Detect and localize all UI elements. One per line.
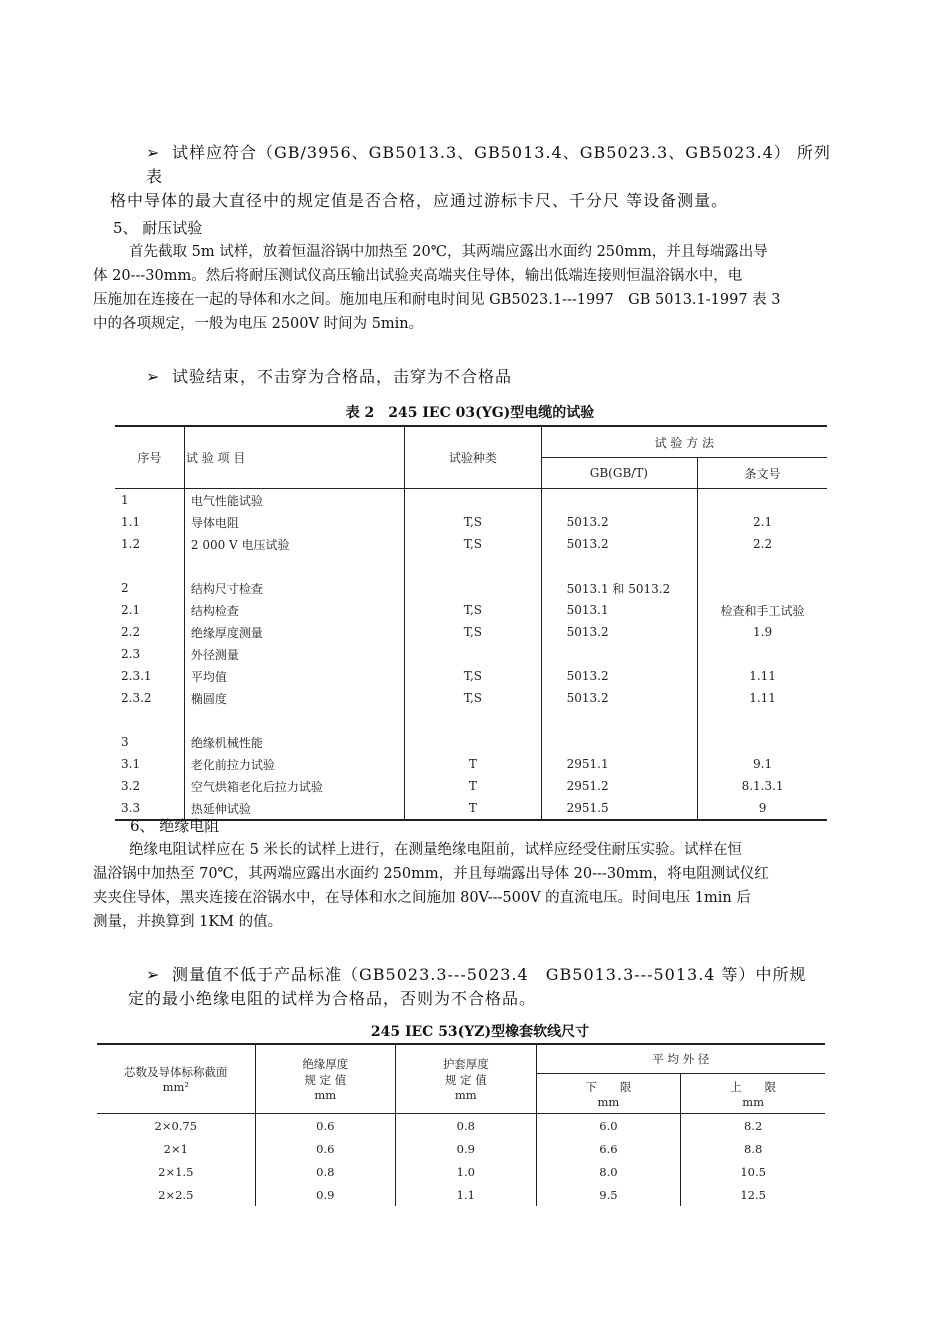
cell-type: T,S [405,687,542,709]
cell-clause: 检查和手工试验 [698,599,827,621]
cell-type [405,577,542,599]
table-row [115,775,827,797]
cell-gb [541,489,698,512]
arrow-bullet-icon: ➢ [146,367,161,386]
header-sheath-unit: mm [454,1088,477,1102]
cell-item: 绝缘厚度测量 [184,621,404,643]
cell-clause [698,555,827,577]
cell-ins: 0.6 [255,1114,396,1138]
section-6-heading: 6、 绝缘电阻 [130,817,220,835]
bullet-line-1: ➢ 试样应符合（GB/3956、GB5013.3、GB5013.4、GB5023.3、GB5023.4） 所列表 [146,143,831,186]
cell-type [405,489,542,512]
cell-no: 2 [121,581,129,595]
header-no: 序号 [115,426,184,489]
cell-clause [698,731,827,753]
para-line: 首先截取 5m 试样，放着恒温浴锅中加热至 20℃，其两端应露出水面约 250mm，并且每端露出导 [129,244,768,260]
cell-no: 1.1 [121,515,141,529]
cell-item: 老化前拉力试验 [184,753,404,775]
header-gb: GB(GB/T) [541,458,698,489]
table-2-caption: 245 IEC 53(YZ)型橡套软线尺寸 [370,1024,590,1040]
header-lower-label: 下 限 [585,1079,632,1094]
bullet-line-1: ➢ 测量值不低于产品标准（GB5023.3---5023.4 GB5013.3---5013.4 等）中所规 [110,963,840,987]
header-ins-label: 绝缘厚度 [302,1057,349,1071]
cell-type [405,643,542,665]
table-row [115,489,827,512]
table-row [115,709,827,731]
cell-clause [698,643,827,665]
cell-ins: 0.6 [255,1137,396,1160]
cell-item: 结构检查 [184,599,404,621]
cell-type: T,S [405,621,542,643]
header-clause: 条文号 [698,458,827,489]
header-core-label: 芯数及导体标称截面 [124,1065,228,1079]
arrow-bullet-icon: ➢ [146,143,161,162]
cell-gb [541,555,698,577]
cell-gb [541,731,698,753]
cell-no: 3.3 [121,801,141,815]
cell-item: 平均值 [184,665,404,687]
cell-gb [541,643,698,665]
table-row [97,1160,825,1183]
header-lower [536,1074,681,1114]
cell-gb: 5013.1 和 5013.2 [541,577,698,599]
cell-upper: 12.5 [681,1183,825,1206]
table-row [115,665,827,687]
header-method: 试 验 方 法 [541,426,827,458]
cell-item: 外径测量 [184,643,404,665]
header-core [97,1044,255,1114]
section-5-paragraph [93,240,838,336]
table-row [115,753,827,775]
cell-no: 1 [121,493,129,507]
header-upper-label: 上 限 [730,1079,777,1094]
cell-lower: 6.6 [536,1137,681,1160]
header-item: 试 验 项 目 [184,426,404,489]
cell-item: 椭圆度 [184,687,404,709]
bullet-breakdown-result: ➢ 试验结束，不击穿为合格品，击穿为不合格品 [146,365,876,389]
cell-no: 2.3 [121,647,141,661]
cable-test-table [115,425,827,821]
cell-item: 电气性能试验 [184,489,404,512]
table-row [115,687,827,709]
section-6-paragraph [93,838,838,934]
cell-core: 2×1 [163,1141,188,1156]
cell-type: T,S [405,533,542,555]
cell-no: 3 [121,735,129,749]
section-5-heading: 5、 耐压试验 [113,219,203,237]
cell-core: 2×0.75 [154,1118,198,1133]
cell-item: 结构尺寸检查 [184,577,404,599]
cell-core: 2×2.5 [158,1187,194,1202]
cell-no: 2.1 [121,603,141,617]
para-line: 测量，并换算到 1KM 的值。 [93,914,283,930]
header-upper-unit: mm [742,1094,765,1109]
para-line: 夹夹住导体，黑夹连接在浴锅水中，在导体和水之间施加 80V---500V 的直流电压。时间电压 1min 后 [93,890,751,906]
cell-no: 3.1 [121,757,141,771]
bullet-insulation-resistance [110,963,840,1011]
cell-gb: 5013.2 [541,533,698,555]
table-row [115,731,827,753]
bullet-line-2: 格中导体的最大直径中的规定值是否合格，应通过游标卡尺、千分尺 等设备测量。 [110,191,729,210]
cell-clause: 1.11 [698,665,827,687]
cell-no [115,555,184,577]
cell-type [405,555,542,577]
cord-dimension-table [97,1043,825,1206]
cell-ins: 0.9 [255,1183,396,1206]
header-lower-unit: mm [597,1094,620,1109]
cell-sheath: 1.1 [396,1183,537,1206]
cell-upper: 10.5 [681,1160,825,1183]
table-row [115,555,827,577]
arrow-bullet-icon: ➢ [146,965,161,984]
cell-type: T [405,775,542,797]
cell-item: 2 000 V 电压试验 [184,533,404,555]
table-row [115,797,827,820]
table-row [97,1137,825,1160]
cell-gb: 2951.1 [541,753,698,775]
cell-type: T,S [405,599,542,621]
cell-gb: 5013.1 [541,599,698,621]
para-line: 中的各项规定，一般为电压 2500V 时间为 5min。 [93,316,424,332]
bullet-line-2: 定的最小绝缘电阻的试样为合格品，否则为不合格品。 [128,989,537,1008]
cell-no: 2.2 [121,625,141,639]
cell-type: T [405,753,542,775]
table-row [97,1114,825,1138]
header-insulation [255,1044,396,1114]
header-upper [681,1074,825,1114]
para-line: 温浴锅中加热至 70℃，其两端应露出水面约 250mm，并且每端露出导体 20---30mm，将电阻测试仪红 [93,866,769,882]
cell-item [184,555,404,577]
cell-type [405,731,542,753]
header-ins-unit: mm [314,1088,337,1102]
header-core-unit: mm² [162,1080,189,1094]
header-type: 试验种类 [405,426,542,489]
cell-gb: 2951.2 [541,775,698,797]
cell-clause: 8.1.3.1 [698,775,827,797]
table-row [115,511,827,533]
cell-no: 3.2 [121,779,141,793]
header-outer-diameter: 平 均 外 径 [536,1044,825,1074]
cell-no: 2.3.2 [121,691,152,705]
cell-upper: 8.2 [681,1114,825,1138]
header-ins-sub: 规 定 值 [304,1073,347,1087]
cell-lower: 8.0 [536,1160,681,1183]
cell-clause: 9 [698,797,827,820]
cell-gb: 5013.2 [541,687,698,709]
cell-clause: 1.9 [698,621,827,643]
table-1-caption: 表 2 245 IEC 03(YG)型电缆的试验 [345,405,595,421]
table-row [115,577,827,599]
para-line: 体 20---30mm。然后将耐压测试仪高压输出试验夹高端夹住导体，输出低端连接则恒温浴锅水中，电 [93,268,743,284]
table-row [115,599,827,621]
cell-type: T,S [405,511,542,533]
cell-clause: 1.11 [698,687,827,709]
cell-gb [541,709,698,731]
cell-type: T [405,797,542,820]
cell-type: T,S [405,665,542,687]
cell-item: 空气烘箱老化后拉力试验 [184,775,404,797]
table-row [115,533,827,555]
cell-lower: 6.0 [536,1114,681,1138]
bullet-conductor-diameter [110,141,840,213]
cell-sheath: 0.8 [396,1114,537,1138]
cell-clause: 2.2 [698,533,827,555]
header-sheath [396,1044,537,1114]
cell-clause: 2.1 [698,511,827,533]
cell-sheath: 1.0 [396,1160,537,1183]
cell-clause: 9.1 [698,753,827,775]
para-line: 绝缘电阻试样应在 5 米长的试样上进行，在测量绝缘电阻前，试样应经受住耐压实验。试样在恒 [129,842,742,858]
cell-item [184,709,404,731]
cell-lower: 9.5 [536,1183,681,1206]
cell-no: 1.2 [121,537,141,551]
table-row [115,621,827,643]
cell-item: 导体电阻 [184,511,404,533]
header-sheath-sub: 规 定 值 [444,1073,487,1087]
cell-gb: 2951.5 [541,797,698,820]
para-line: 压施加在连接在一起的导体和水之间。施加电压和耐电时间见 GB5023.1---1997 GB 5013.1-1997 表 3 [93,292,781,308]
header-sheath-label: 护套厚度 [442,1057,489,1071]
cell-gb: 5013.2 [541,511,698,533]
cell-gb: 5013.2 [541,665,698,687]
cell-core: 2×1.5 [158,1164,194,1179]
table-row [115,643,827,665]
cell-sheath: 0.9 [396,1137,537,1160]
cell-clause [698,489,827,512]
cell-gb: 5013.2 [541,621,698,643]
cell-type [405,709,542,731]
cell-item: 绝缘机械性能 [184,731,404,753]
cell-item: 热延伸试验 [184,797,404,820]
cell-ins: 0.8 [255,1160,396,1183]
cell-no: 2.3.1 [121,669,152,683]
cell-no [115,709,184,731]
cell-clause [698,709,827,731]
cell-upper: 8.8 [681,1137,825,1160]
table-row [97,1183,825,1206]
cell-clause [698,577,827,599]
